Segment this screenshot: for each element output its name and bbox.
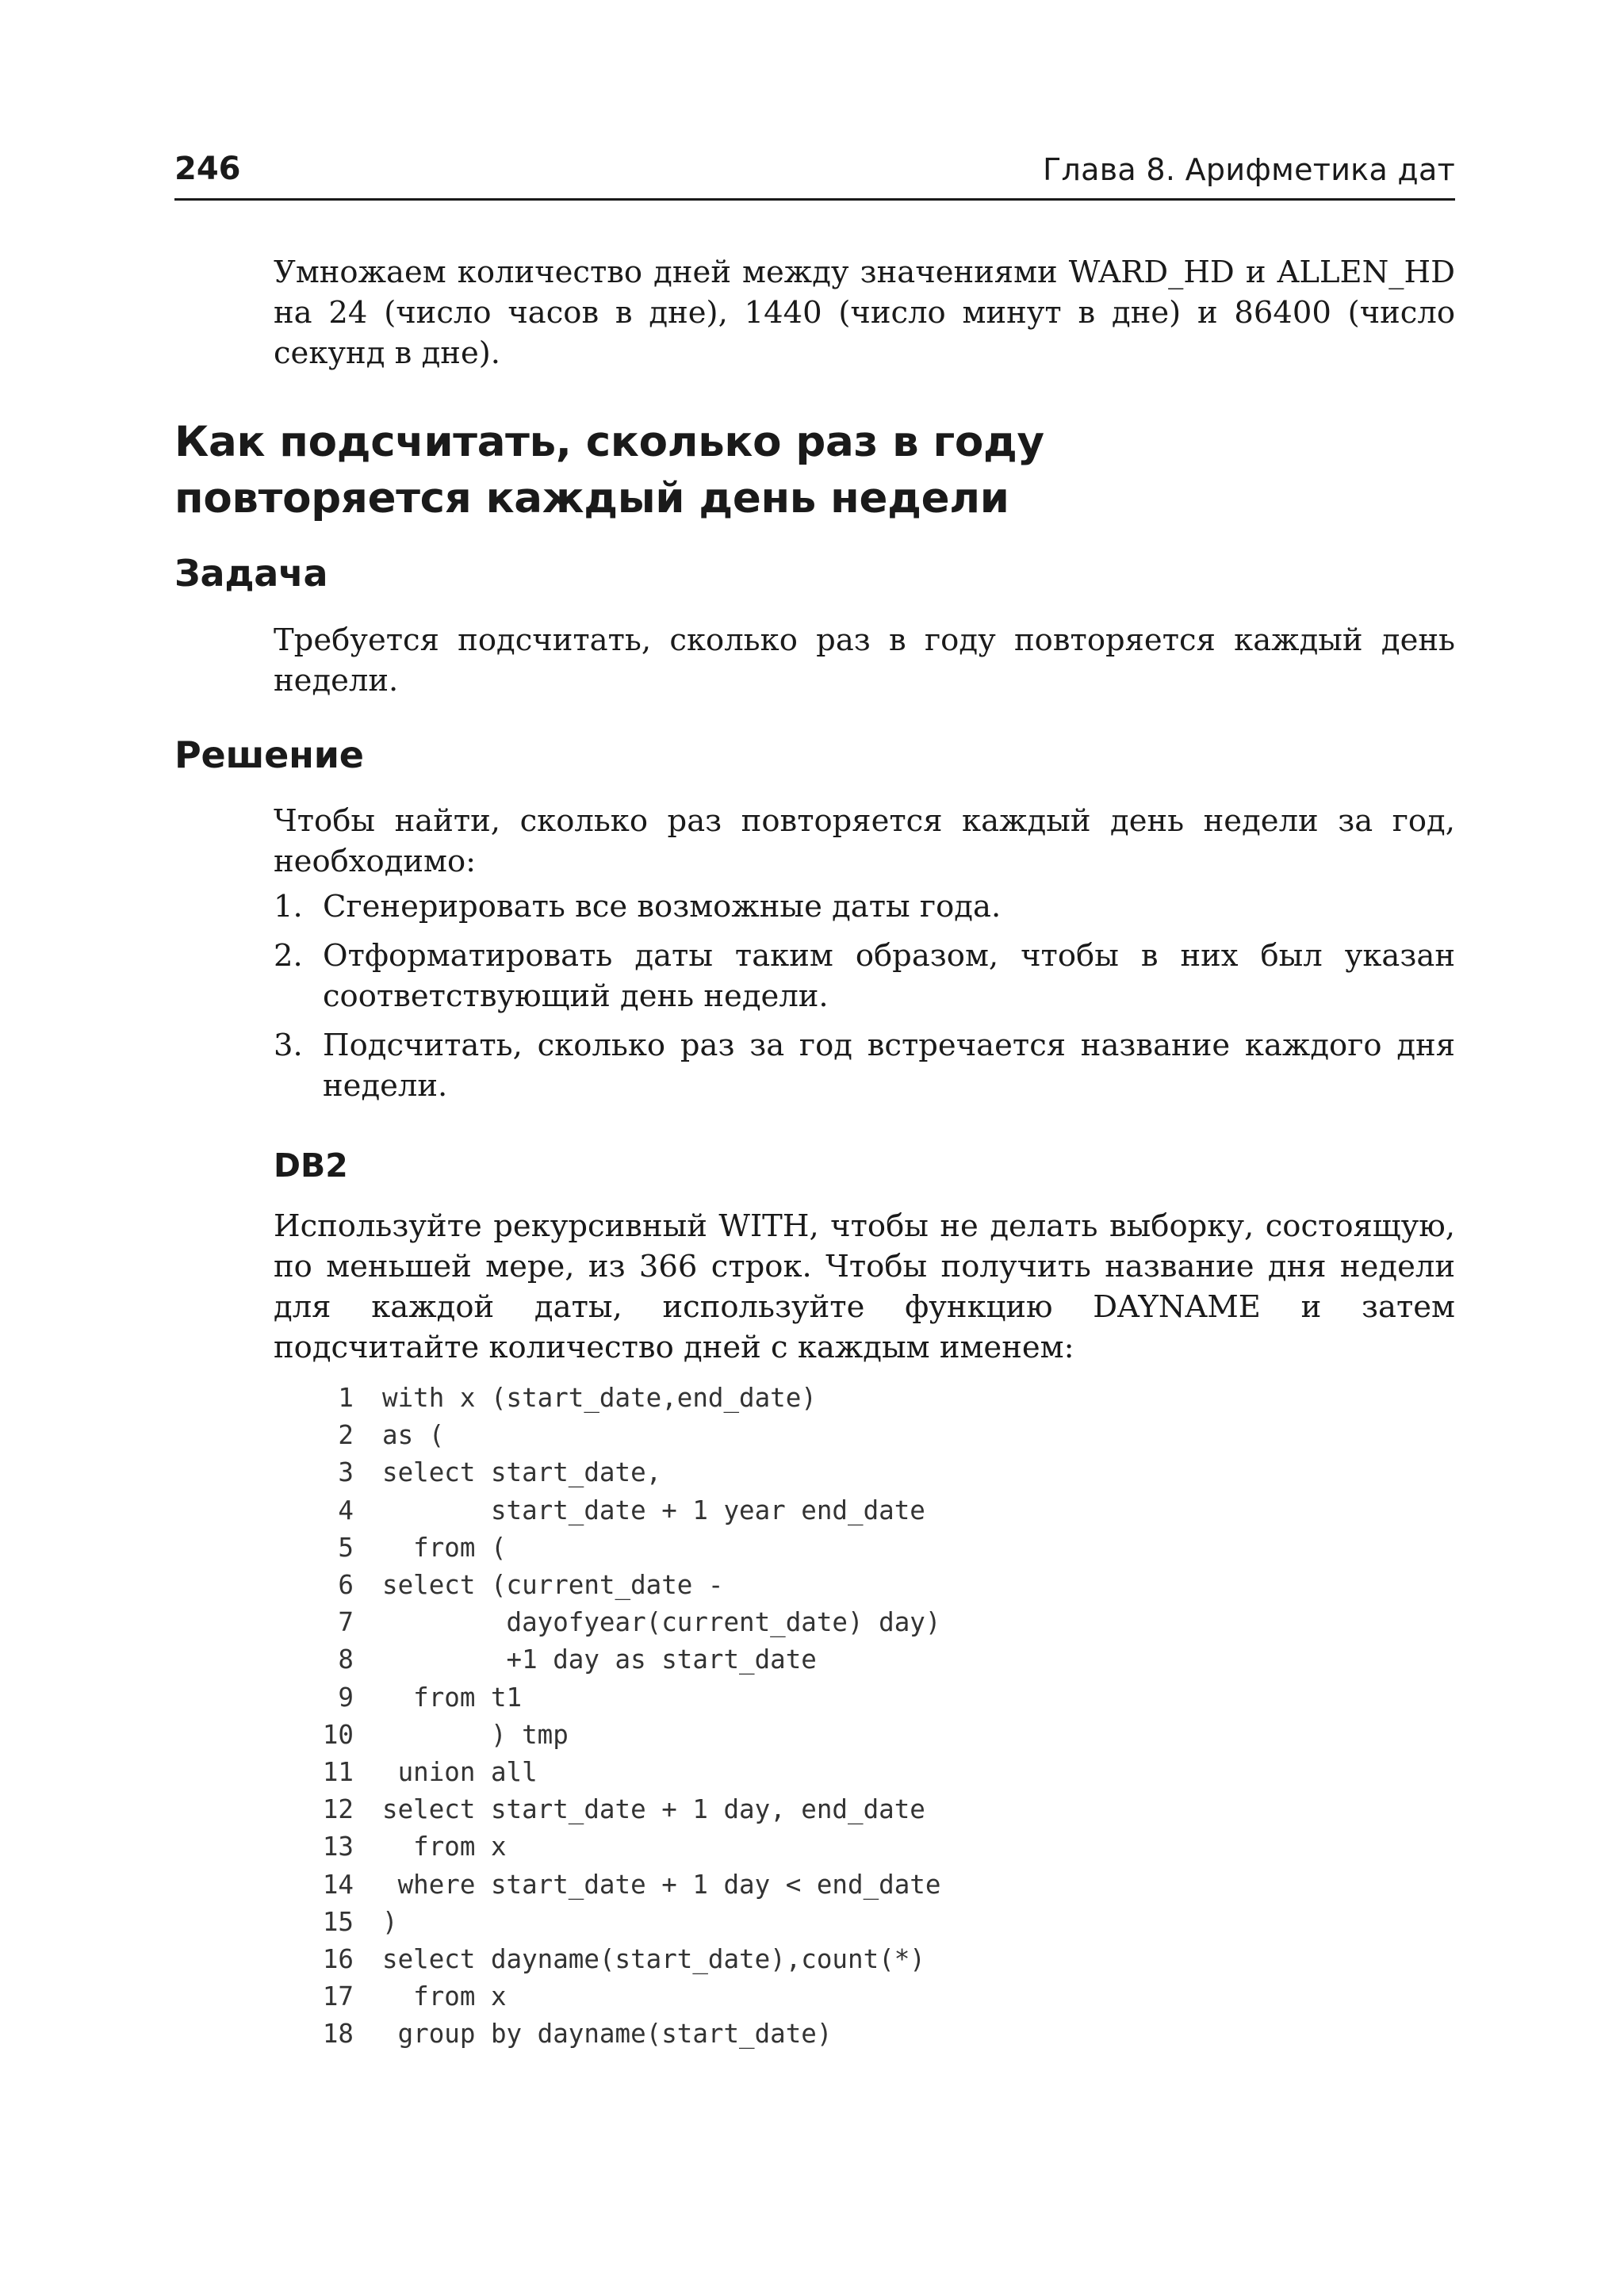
code-line — [301, 1604, 940, 1641]
code-line — [301, 1978, 940, 2015]
intro-paragraph: Умножаем количество дней между значениями WARD_HD и ALLEN_HD на 24 (число часов в дне), 1440 (число минут в дне) и 86400 (число секунд в дне). — [274, 255, 1455, 371]
code-text: select start_date + 1 day, end_date — [382, 1794, 925, 1825]
line-number: 1 — [338, 1383, 354, 1413]
line-number: 5 — [338, 1532, 354, 1563]
code-text: start_date + 1 year end_date — [382, 1495, 925, 1525]
page-number: 246 — [174, 151, 241, 187]
line-number: 3 — [338, 1457, 354, 1488]
code-line — [301, 1717, 940, 1754]
list-item-text: Подсчитать, сколько раз за год встречается название каждого дня недели. — [323, 1028, 1455, 1104]
code-listing — [301, 1380, 940, 2054]
line-number: 18 — [322, 2019, 354, 2050]
list-item-text: Сгенерировать все возможные даты года. — [323, 889, 1002, 924]
code-text: select dayname(start_date),count(*) — [382, 1944, 925, 1975]
line-number: 2 — [338, 1420, 354, 1451]
line-number: 6 — [338, 1570, 354, 1601]
code-text: union all — [382, 1757, 538, 1788]
code-text: as ( — [382, 1420, 445, 1451]
line-number: 16 — [322, 1944, 354, 1975]
line-number: 17 — [322, 1981, 354, 2012]
line-number: 9 — [338, 1682, 354, 1713]
code-text: from t1 — [382, 1682, 523, 1713]
code-text: with x (start_date,end_date) — [382, 1383, 817, 1413]
code-text: ) tmp — [382, 1719, 569, 1750]
line-number: 4 — [338, 1495, 354, 1525]
code-text: group by dayname(start_date) — [382, 2019, 833, 2050]
code-text: from x — [382, 1981, 507, 2012]
solution-heading: Решение — [174, 733, 364, 776]
code-line — [301, 1904, 940, 1941]
solution-text: Чтобы найти, сколько раз повторяется каждый день недели за год, необходимо: — [274, 803, 1455, 879]
code-line — [301, 1791, 940, 1828]
code-line — [301, 1380, 940, 1417]
code-line — [301, 1492, 940, 1529]
code-text: from ( — [382, 1532, 507, 1563]
code-line — [301, 1679, 940, 1717]
code-text: select (current_date - — [382, 1570, 724, 1601]
code-line — [301, 1567, 940, 1604]
task-heading: Задача — [174, 552, 328, 595]
code-line — [301, 1641, 940, 1679]
code-line — [301, 2015, 940, 2053]
code-line — [301, 1941, 940, 1978]
code-text: select start_date, — [382, 1457, 662, 1488]
line-number: 8 — [338, 1644, 354, 1675]
code-line — [301, 1417, 940, 1454]
section-title-line-1: Как подсчитать, сколько раз в году — [174, 418, 1044, 466]
list-item — [274, 1025, 1455, 1106]
db2-text: Используйте рекурсивный WITH, чтобы не делать выборку, состоящую, по меньшей мере, из 366 строк. Чтобы получить название дня недели для каждой даты, используйте функцию DAYNAME и затем подсчитайте количество дней с каждым именем: — [274, 1208, 1455, 1365]
task-text: Требуется подсчитать, сколько раз в году повторяется каждый день недели. — [274, 622, 1455, 699]
code-text: ) — [382, 1906, 398, 1937]
solution-steps — [274, 886, 1455, 1115]
list-item — [274, 886, 1455, 927]
code-line — [301, 1828, 940, 1866]
code-line — [301, 1454, 940, 1491]
code-text: from x — [382, 1832, 507, 1862]
code-text: where start_date + 1 day < end_date — [382, 1869, 941, 1900]
list-item-number: 2. — [274, 938, 303, 974]
page-header — [174, 143, 1455, 201]
list-item-number: 1. — [274, 889, 303, 924]
line-number: 10 — [322, 1719, 354, 1750]
code-line — [301, 1866, 940, 1904]
db2-heading: DB2 — [274, 1146, 348, 1185]
list-item-text: Отформатировать даты таким образом, чтобы в них был указан соответствующий день недели. — [323, 938, 1455, 1014]
line-number: 13 — [322, 1832, 354, 1862]
section-title — [174, 414, 1044, 526]
code-line — [301, 1529, 940, 1567]
running-head: Глава 8. Арифметика дат — [1043, 152, 1455, 187]
line-number: 14 — [322, 1869, 354, 1900]
code-text: +1 day as start_date — [382, 1644, 817, 1675]
line-number: 11 — [322, 1757, 354, 1788]
line-number: 15 — [322, 1906, 354, 1937]
line-number: 12 — [322, 1794, 354, 1825]
list-item-number: 3. — [274, 1028, 303, 1063]
section-title-line-2: повторяется каждый день недели — [174, 474, 1009, 523]
list-item — [274, 936, 1455, 1016]
code-text: dayofyear(current_date) day) — [382, 1607, 941, 1638]
code-line — [301, 1754, 940, 1791]
line-number: 7 — [338, 1607, 354, 1638]
